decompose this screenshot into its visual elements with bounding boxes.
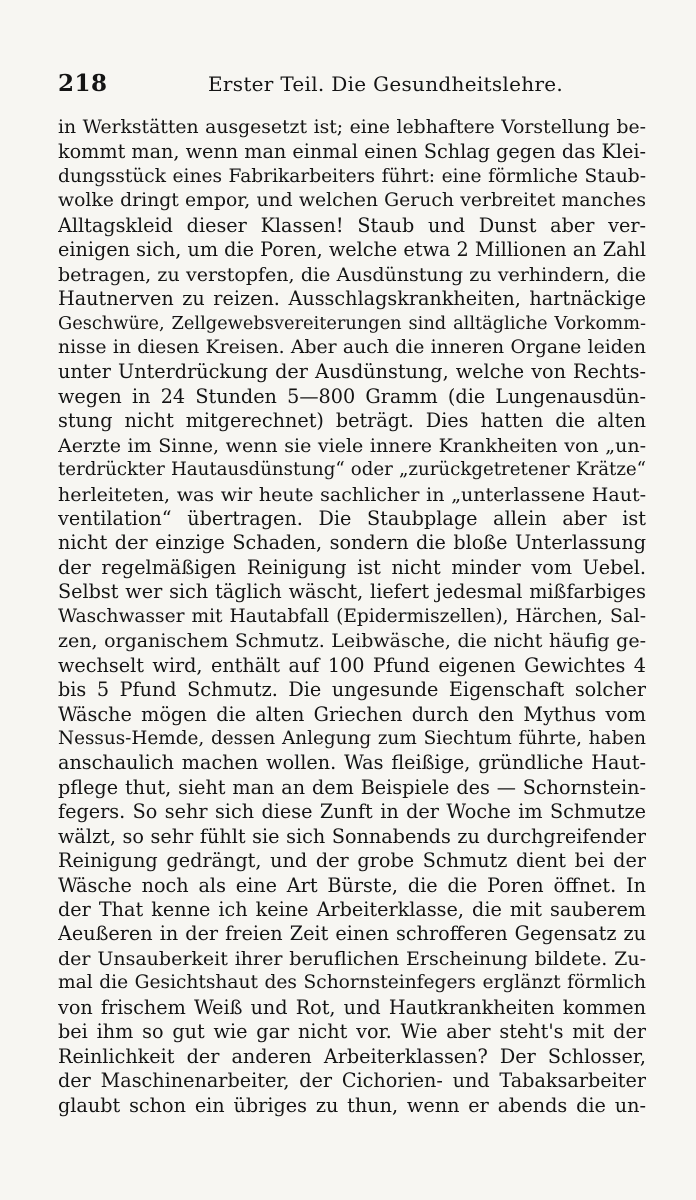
text-line: wälzt, so sehr fühlt sie sich Sonnabends zu durchgreifender (58, 824, 646, 848)
text-line: unter Unterdrückung der Ausdünstung, welche von Rechts- (58, 360, 646, 384)
text-line: fegers. So sehr sich diese Zunft in der Woche im Schmutze (58, 800, 646, 824)
text-line: bis 5 Pfund Schmutz. Die ungesunde Eigenschaft solcher (58, 678, 646, 702)
text-line: dungsstück eines Fabrikarbeiters führt: eine förmliche Staub- (58, 165, 646, 187)
text-line: Geschwüre, Zellgewebsvereiterungen sind alltägliche Vorkomm- (58, 312, 646, 334)
text-line: von frischem Weiß und Rot, und Hautkrankheiten kommen (58, 995, 646, 1019)
text-line: terdrückter Hautausdünstung“ oder „zurückgetretener Krätze“ (58, 459, 646, 481)
text-line: Waschwasser mit Hautabfall (Epidermiszellen), Härchen, Sal- (58, 605, 646, 627)
text-line: Wäsche noch als eine Art Bürste, die die Poren öffnet. In (58, 873, 646, 897)
text-line: der Unsauberkeit ihrer beruflichen Erscheinung bildete. Zu- (58, 947, 646, 970)
text-line: zen, organischem Schmutz. Leibwäsche, die nicht häufig ge- (58, 630, 646, 653)
text-line: wechselt wird, enthält auf 100 Pfund eigenen Gewichtes 4 (58, 653, 646, 677)
text-line: nisse in diesen Kreisen. Aber auch die inneren Organe leiden (58, 336, 646, 358)
text-line: Selbst wer sich täglich wäscht, liefert jedesmal mißfarbiges (58, 580, 646, 604)
text-line: der That kenne ich keine Arbeiterklasse, die mit sauberem (58, 898, 646, 921)
text-line: herleiteten, was wir heute sachlicher in „unterlassene Haut- (58, 483, 646, 506)
text-line: der regelmäßigen Reinigung ist nicht minder vom Uebel. (58, 555, 646, 579)
text-line: mal die Gesichtshaut des Schornsteinfegers erglänzt förmlich (58, 972, 646, 994)
page-header (58, 70, 648, 100)
text-line: Reinlichkeit der anderen Arbeiterklassen? Der Schlosser, (58, 1044, 646, 1068)
running-title: Erster Teil. Die Gesundheitslehre. (208, 72, 564, 96)
text-line: in Werkstätten ausgesetzt ist; eine lebhaftere Vorstellung be- (58, 117, 646, 138)
text-line: Aeußeren in der freien Zeit einen schrofferen Gegensatz zu (58, 922, 646, 946)
text-line: Hautnerven zu reizen. Ausschlagskrankheiten, hartnäckige (58, 287, 646, 311)
text-line: Alltagskleid dieser Klassen! Staub und Dunst aber ver- (58, 213, 646, 237)
text-line: nicht der einzige Schaden, sondern die bloße Unterlassung (58, 531, 646, 555)
text-line: pflege thut, sieht man an dem Beispiele des — Schornstein- (58, 775, 646, 799)
text-line: Aerzte im Sinne, wenn sie viele innere Krankheiten von „un- (58, 434, 646, 457)
text-line: Reinigung gedrängt, und der grobe Schmutz dient bei der (58, 849, 646, 873)
text-line: stung nicht mitgerechnet) beträgt. Dies hatten die alten (58, 409, 646, 433)
text-line: anschaulich machen wollen. Was fleißige, gründliche Haut- (58, 751, 646, 775)
body-text (58, 116, 646, 1118)
text-line: glaubt schon ein übriges zu thun, wenn er abends die un- (58, 1093, 646, 1117)
text-line: ventilation“ übertragen. Die Staubplage allein aber ist (58, 507, 646, 530)
text-line: bei ihm so gut wie gar nicht vor. Wie aber steht's mit der (58, 1020, 646, 1044)
text-line: Wäsche mögen die alten Griechen durch den Mythus vom (58, 702, 646, 726)
text-line: der Maschinenarbeiter, der Cichorien- und Tabaksarbeiter (58, 1069, 646, 1093)
text-line: Nessus-Hemde, dessen Anlegung zum Siechtum führte, haben (58, 727, 646, 749)
text-line: betragen, zu verstopfen, die Ausdünstung zu verhindern, die (58, 263, 646, 286)
text-line: wolke dringt empor, und welchen Geruch verbreitet manches (58, 190, 646, 212)
text-line: wegen in 24 Stunden 5—800 Gramm (die Lungenausdün- (58, 384, 646, 408)
page-number: 218 (58, 70, 108, 97)
text-line: einigen sich, um die Poren, welche etwa 2 Millionen an Zahl (58, 238, 646, 262)
text-line: kommt man, wenn man einmal einen Schlag gegen das Klei- (58, 140, 646, 164)
